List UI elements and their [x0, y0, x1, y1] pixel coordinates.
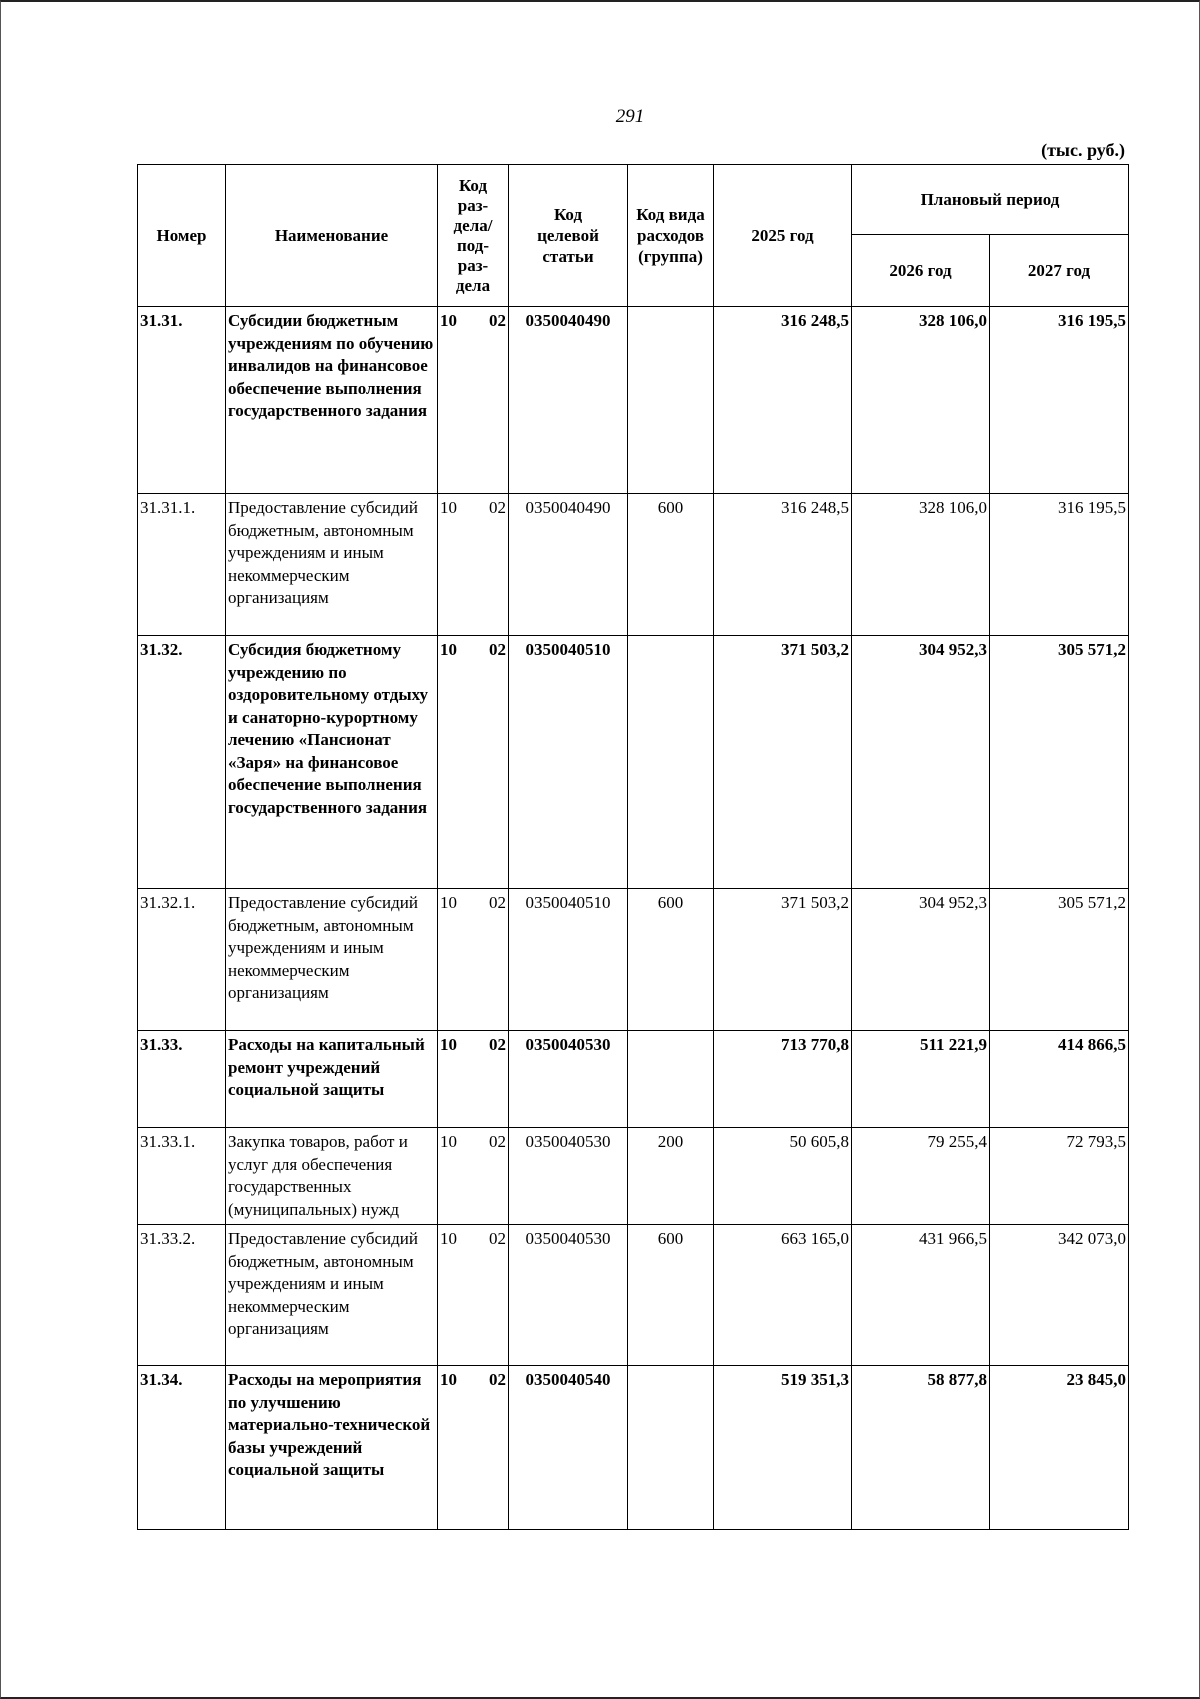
row-name: Предоставление субсидий бюджетным, автономным учреждениям и иным некоммерческим организациям: [226, 889, 438, 1031]
row-number: 31.33.: [138, 1031, 226, 1128]
header-expense-line: расходов: [637, 226, 704, 245]
row-target: 0350040540: [509, 1366, 628, 1530]
row-2027: 72 793,5: [990, 1128, 1129, 1225]
header-section-line: раз-: [457, 195, 489, 215]
row-name: Предоставление субсидий бюджетным, автономным учреждениям и иным некоммерческим организациям: [226, 1225, 438, 1366]
header-target-line: целевой: [537, 226, 599, 245]
units-label: (тыс. руб.): [1041, 140, 1125, 160]
row-section: [438, 889, 509, 1031]
header-section-line: дела/: [453, 215, 493, 235]
row-target: 0350040510: [509, 889, 628, 1031]
page-number: 291: [615, 106, 645, 127]
row-name: Субсидии бюджетным учреждениям по обучению инвалидов на финансовое обеспечение выполнения государственного задания: [226, 307, 438, 494]
row-pr: 02: [489, 311, 506, 330]
row-pr: 02: [489, 1229, 506, 1248]
row-number: 31.32.: [138, 636, 226, 889]
row-section: [438, 636, 509, 889]
row-number: 31.34.: [138, 1366, 226, 1530]
header-expense-line: (группа): [638, 247, 703, 266]
table-row: [138, 1366, 1129, 1530]
row-section: [438, 1128, 509, 1225]
header-target-line: статьи: [542, 247, 594, 266]
row-section: [438, 1225, 509, 1366]
row-group: 200: [628, 1128, 714, 1225]
row-pr: 02: [489, 1035, 506, 1054]
header-section-line: раз-: [457, 255, 489, 275]
row-rz: 10: [440, 893, 457, 912]
row-group: [628, 1031, 714, 1128]
row-pr: 02: [489, 893, 506, 912]
row-2025: 316 248,5: [714, 494, 852, 636]
row-section: [438, 1031, 509, 1128]
row-2026: 328 106,0: [852, 494, 990, 636]
table-row: [138, 636, 1129, 889]
header-2025: 2025 год: [714, 165, 852, 307]
row-group: 600: [628, 889, 714, 1031]
row-2027: 316 195,5: [990, 494, 1129, 636]
row-2025: 663 165,0: [714, 1225, 852, 1366]
header-target-code: [509, 165, 628, 307]
table-row: [138, 1225, 1129, 1366]
row-pr: 02: [489, 1132, 506, 1151]
header-number: Номер: [138, 165, 226, 307]
header-2026: 2026 год: [852, 235, 990, 307]
row-pr: 02: [489, 1370, 506, 1389]
row-group: 600: [628, 1225, 714, 1366]
row-group: [628, 636, 714, 889]
table-row: [138, 1031, 1129, 1128]
row-group: [628, 1366, 714, 1530]
header-expense-type: [628, 165, 714, 307]
row-rz: 10: [440, 498, 457, 517]
row-2026: 304 952,3: [852, 889, 990, 1031]
table-row: [138, 1128, 1129, 1225]
row-name: Расходы на капитальный ремонт учреждений социальной защиты: [226, 1031, 438, 1128]
row-name: Закупка товаров, работ и услуг для обеспечения государственных (муниципальных) нужд: [226, 1128, 438, 1225]
header-expense-line: Код вида: [636, 205, 705, 224]
row-2026: 79 255,4: [852, 1128, 990, 1225]
row-number: 31.32.1.: [138, 889, 226, 1031]
row-target: 0350040490: [509, 494, 628, 636]
header-name: Наименование: [226, 165, 438, 307]
row-section: [438, 307, 509, 494]
row-pr: 02: [489, 498, 506, 517]
row-2025: 713 770,8: [714, 1031, 852, 1128]
row-rz: 10: [440, 640, 457, 659]
header-section-line: Код: [458, 175, 488, 195]
row-section: [438, 1366, 509, 1530]
header-section-code: [438, 165, 509, 307]
row-2026: 328 106,0: [852, 307, 990, 494]
row-target: 0350040510: [509, 636, 628, 889]
budget-table: [137, 164, 1129, 1530]
row-2025: 316 248,5: [714, 307, 852, 494]
header-planned-period: Плановый период: [852, 165, 1129, 235]
row-number: 31.31.1.: [138, 494, 226, 636]
row-group: 600: [628, 494, 714, 636]
row-number: 31.33.1.: [138, 1128, 226, 1225]
row-section: [438, 494, 509, 636]
row-name: Предоставление субсидий бюджетным, автономным учреждениям и иным некоммерческим организациям: [226, 494, 438, 636]
row-rz: 10: [440, 1370, 457, 1389]
row-rz: 10: [440, 1132, 457, 1151]
row-2027: 23 845,0: [990, 1366, 1129, 1530]
row-2027: 305 571,2: [990, 636, 1129, 889]
row-group: [628, 307, 714, 494]
row-2027: 305 571,2: [990, 889, 1129, 1031]
row-name: Расходы на мероприятия по улучшению материально-технической базы учреждений социальной защиты: [226, 1366, 438, 1530]
row-2026: 511 221,9: [852, 1031, 990, 1128]
row-rz: 10: [440, 1035, 457, 1054]
row-number: 31.31.: [138, 307, 226, 494]
header-section-line: под-: [456, 235, 490, 255]
table-row: [138, 494, 1129, 636]
table-body: [138, 307, 1129, 1530]
table-row: [138, 307, 1129, 494]
row-rz: 10: [440, 311, 457, 330]
row-2025: 371 503,2: [714, 889, 852, 1031]
header-section-line: дела: [455, 275, 491, 295]
header-2027: 2027 год: [990, 235, 1129, 307]
header-target-line: Код: [553, 205, 583, 224]
row-target: 0350040490: [509, 307, 628, 494]
table-row: [138, 889, 1129, 1031]
row-2025: 50 605,8: [714, 1128, 852, 1225]
row-rz: 10: [440, 1229, 457, 1248]
row-name: Субсидия бюджетному учреждению по оздоровительному отдыху и санаторно-курортному лечению «Пансионат «Заря» на финансовое обеспечение выполнения государственного задания: [226, 636, 438, 889]
row-target: 0350040530: [509, 1031, 628, 1128]
row-2025: 371 503,2: [714, 636, 852, 889]
row-target: 0350040530: [509, 1128, 628, 1225]
row-pr: 02: [489, 640, 506, 659]
row-2027: 414 866,5: [990, 1031, 1129, 1128]
row-2026: 58 877,8: [852, 1366, 990, 1530]
row-2027: 316 195,5: [990, 307, 1129, 494]
row-2025: 519 351,3: [714, 1366, 852, 1530]
row-number: 31.33.2.: [138, 1225, 226, 1366]
row-2027: 342 073,0: [990, 1225, 1129, 1366]
row-2026: 304 952,3: [852, 636, 990, 889]
row-2026: 431 966,5: [852, 1225, 990, 1366]
row-target: 0350040530: [509, 1225, 628, 1366]
